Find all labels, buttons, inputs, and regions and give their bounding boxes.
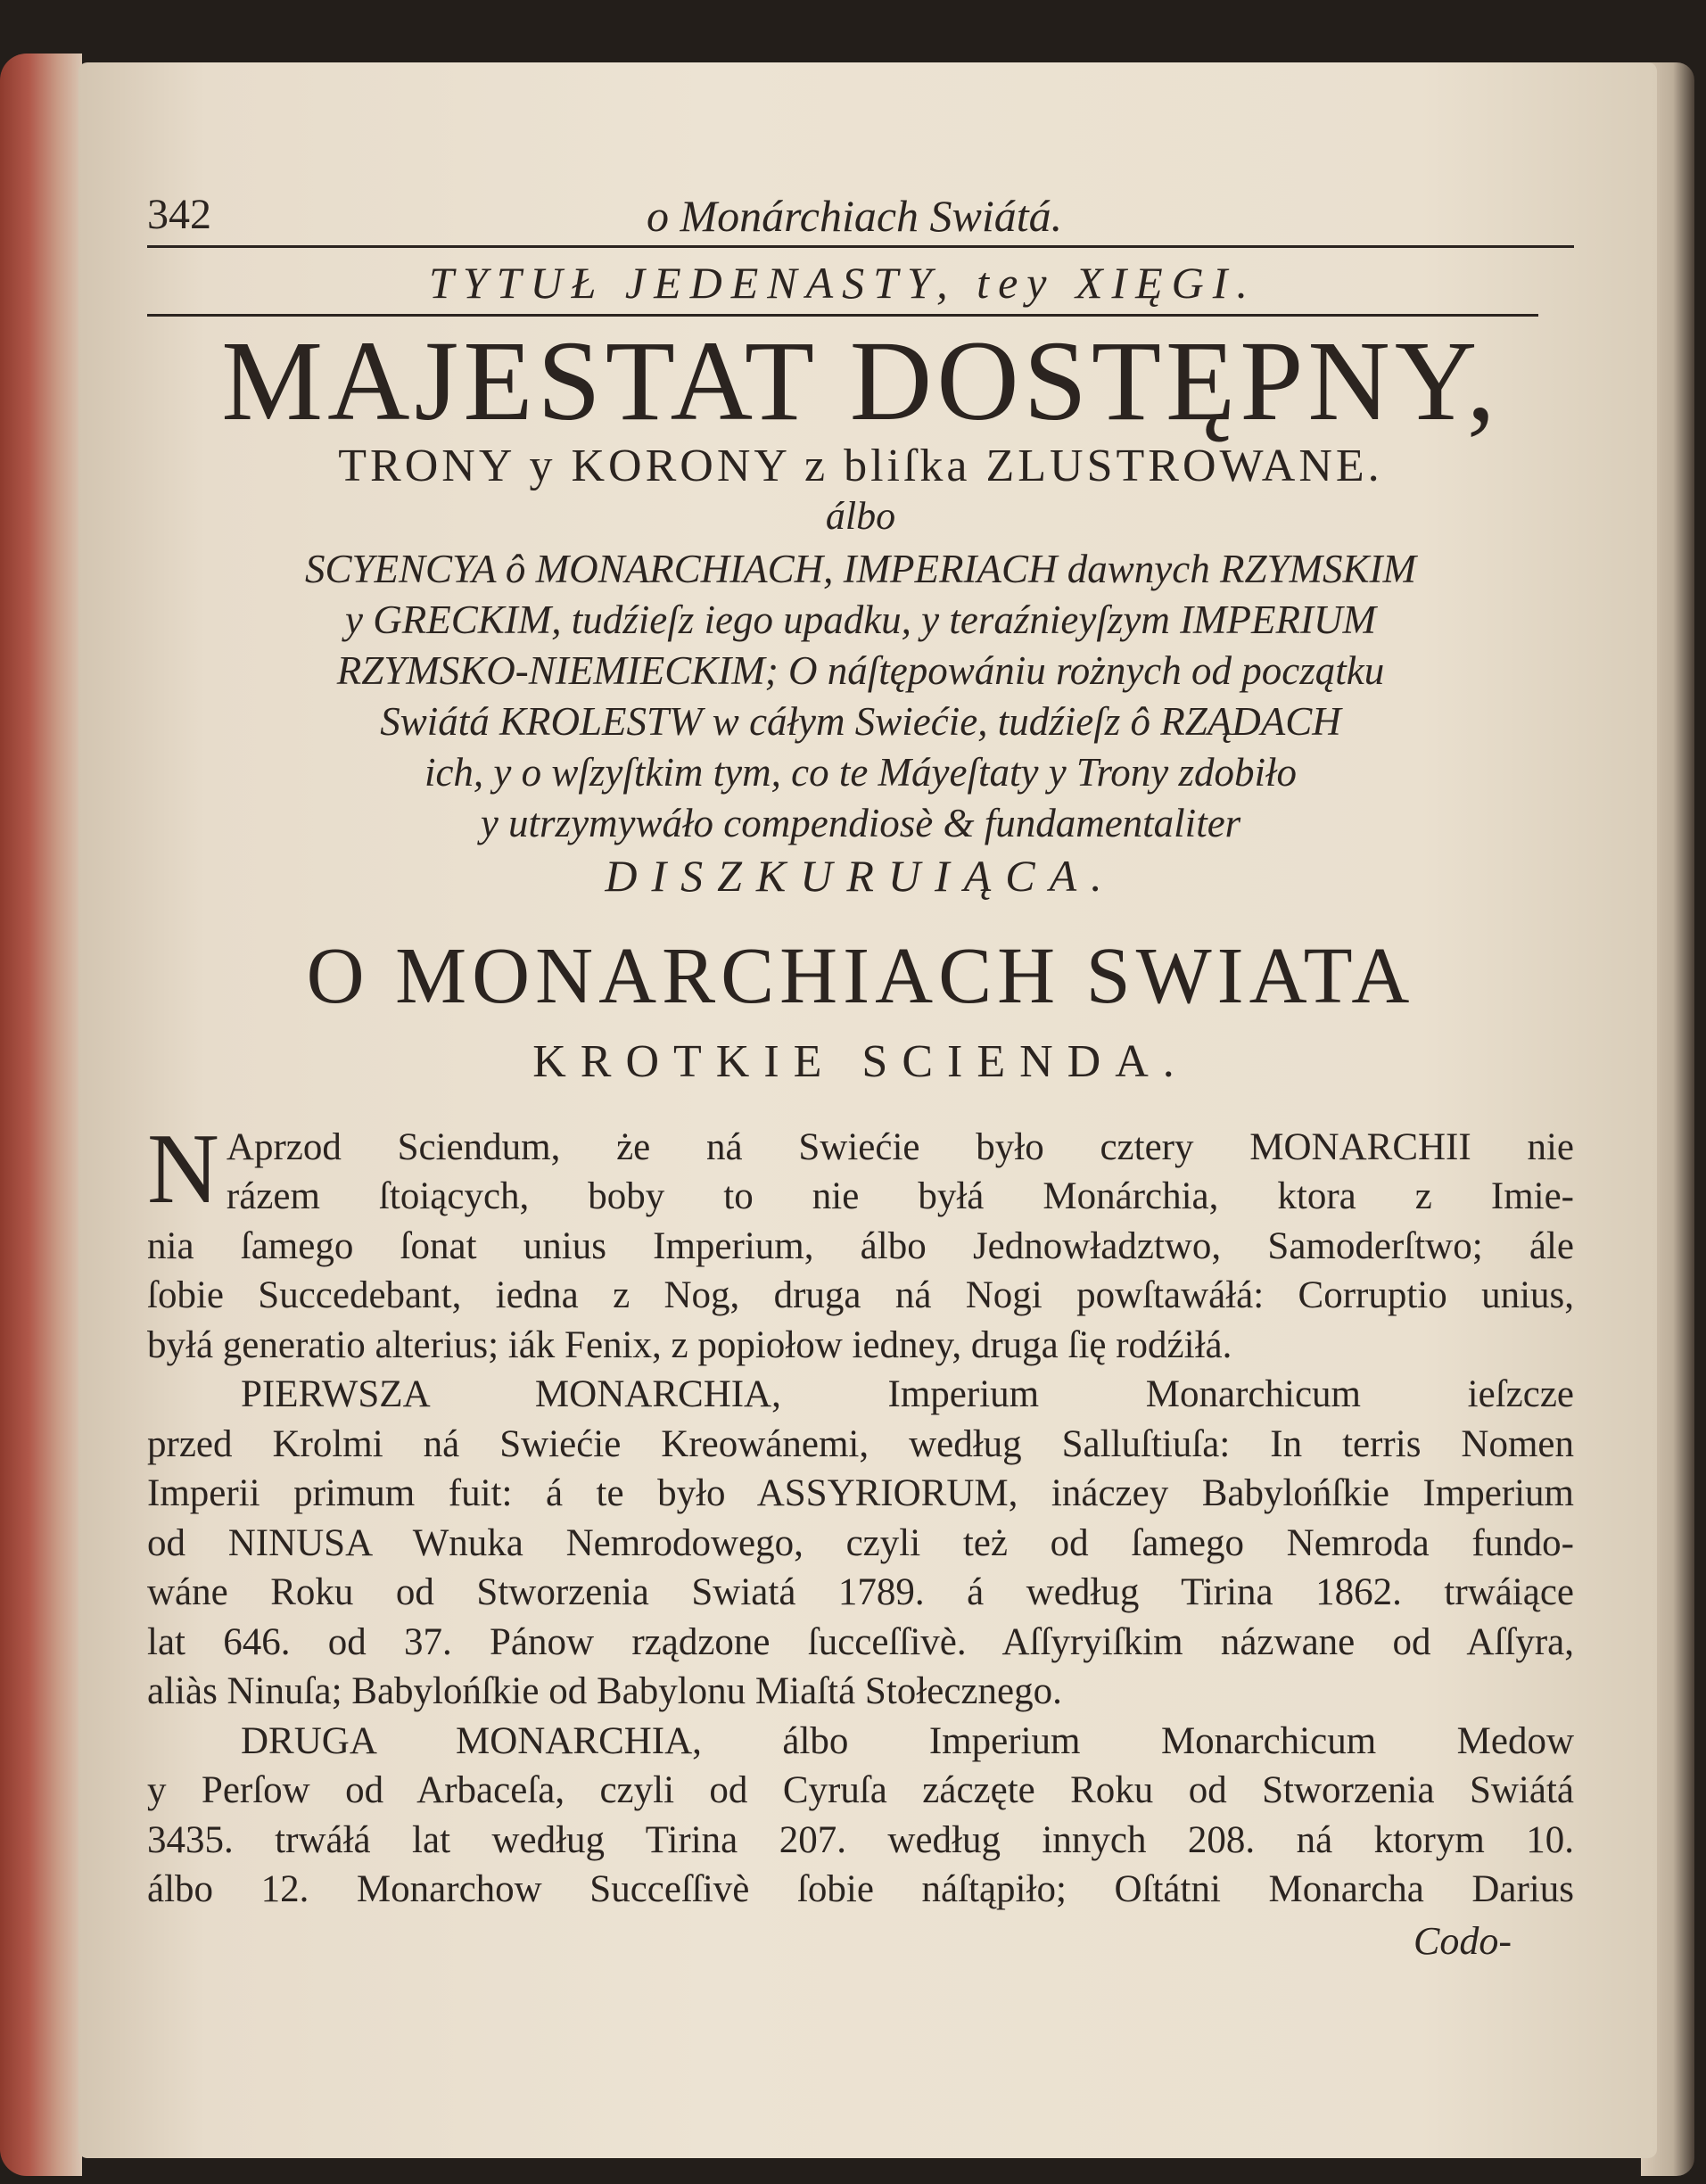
body-line: 3435. trwáłá lat według Tirina 207. według innych 208. ná ktorym 10. — [147, 1818, 1574, 1861]
body-line: Aprzod Sciendum, że ná Swiećie było cztery MONARCHII nie — [226, 1125, 1574, 1168]
body-line: PIERWSZA MONARCHIA, Imperium Monarchicum ieſzcze — [241, 1373, 1574, 1416]
body-line: ſobie Succedebant, iedna z Nog, druga ná Nogi powſtawáłá: Corruptio unius, — [147, 1274, 1574, 1317]
body-line: od NINUSA Wnuka Nemrodowego, czyli też od ſamego Nemroda fundo- — [147, 1521, 1574, 1564]
body-line: Imperii primum fuit: á te było ASSYRIORUM, ináczey Babylońſkie Imperium — [147, 1472, 1574, 1515]
albo-connector: álbo — [825, 493, 896, 538]
description-line: y GRECKIM, tudźieſz iego upadku, y teraźnieyſzym IMPERIUM — [345, 597, 1376, 642]
title-description — [147, 544, 1574, 849]
body-line: byłá generatio alterius; iák Fenix, z popiołow iedney, druga ſię rodźiłá. — [147, 1323, 1232, 1366]
description-line: SCYENCYA ô MONARCHIACH, IMPERIACH dawnych RZYMSKIM — [305, 546, 1416, 591]
catchword: Codo- — [1413, 1918, 1512, 1963]
body-line: DRUGA MONARCHIA, álbo Imperium Monarchicum Medow — [241, 1719, 1574, 1762]
body-line: nia ſamego ſonat unius Imperium, álbo Jednowładztwo, Samoderſtwo; ále — [147, 1224, 1574, 1267]
description-line: y utrzymywáło compendiosè & fundamentaliter — [480, 800, 1241, 845]
main-title: MAJESTAT DOSTĘPNY, — [221, 317, 1500, 444]
body-text — [147, 1113, 1574, 1915]
description-line: RZYMSKO-NIEMIECKIM; O náſtępowániu rożnych od początku — [336, 647, 1385, 693]
section-title: O MONARCHIACH SWIATA — [306, 931, 1415, 1020]
body-line: álbo 12. Monarchow Succeſſivè ſobie náſtąpiło; Oſtátni Monarcha Darius — [147, 1868, 1574, 1911]
body-line: aliàs Ninuſa; Babylońſkie od Babylonu Miaſtá Stołecznego. — [147, 1670, 1062, 1713]
body-line: wáne Roku od Stworzenia Swiatá 1789. á według Tirina 1862. trwáiące — [147, 1571, 1574, 1614]
body-line: przed Krolmi ná Swiećie Kreowánemi, według Salluſtiuſa: In terris Nomen — [147, 1422, 1574, 1465]
chapter-title-line: TYTUŁ JEDENASTY, tey XIĘGI. — [147, 257, 1538, 317]
page-content — [147, 174, 1574, 1964]
section-subtitle: KROTKIE SCIENDA. — [532, 1035, 1189, 1087]
description-line: ich, y o wſzyſtkim tym, co te Máyeſtaty y Trony zdobiło — [424, 749, 1298, 795]
page-number: 342 — [147, 191, 211, 238]
body-line: lat 646. od 37. Pánow rządzone ſucceſſivè. Aſſyryiſkim názwane od Aſſyra, — [147, 1620, 1574, 1663]
description-line: Swiátá KROLESTW w cáłym Swiećie, tudźieſz ô RZĄDACH — [380, 698, 1341, 744]
drop-capital: N — [147, 1113, 219, 1224]
diszkuruiaca-line: DISZKURUIĄCA. — [605, 850, 1117, 901]
body-line: rázem ſtoiących, boby to nie byłá Monárchia, ktora z Imie- — [226, 1175, 1574, 1218]
running-title: o Monárchiach Swiátá. — [647, 191, 1063, 241]
running-head — [147, 174, 1574, 248]
body-line: y Perſow od Arbaceſa, czyli od Cyruſa záczęte Roku od Stworzenia Swiátá — [147, 1769, 1574, 1812]
subtitle: TRONY y KORONY z bliſka ZLUSTROWANE. — [338, 441, 1383, 491]
book-page-edge-left — [0, 54, 82, 2176]
